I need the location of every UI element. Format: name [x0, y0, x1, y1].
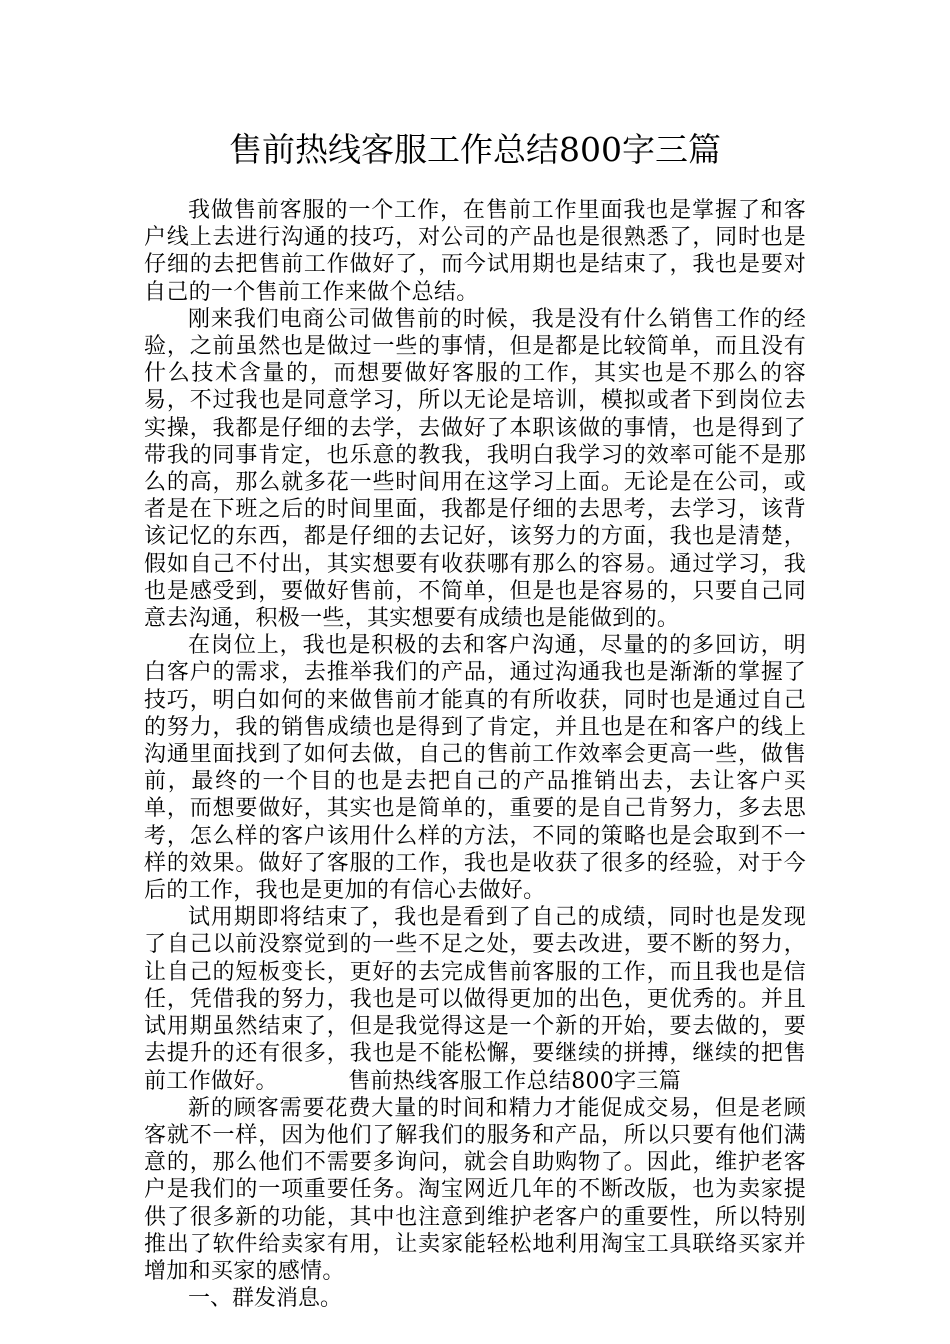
document-body: [144, 197, 806, 1312]
paragraph-2: 刚来我们电商公司做售前的时候，我是没有什么销售工作的经验，之前虽然也是做过一些的事情，但是都是比较简单，而且没有什么技术含量的，而想要做好客服的工作，其实也是不那么的容易，不过我也是同意学习，所以无论是培训，模拟或者下到岗位去实操，我都是仔细的去学，去做好了本职该做的事情，也是得到了带我的同事肯定，也乐意的教我，我明白我学习的效率可能不是那么的高，那么就多花一些时间用在这学习上面。无论是在公司，或者是在下班之后的时间里面，我都是仔细的去思考，去学习，该背该记忆的东西，都是仔细的去记好，该努力的方面，我也是清楚，假如自己不付出，其实想要有收获哪有那么的容易。通过学习，我也是感受到，要做好售前，不简单，但是也是容易的，只要自己同意去沟通，积极一些，其实想要有成绩也是能做到的。: [144, 306, 806, 632]
paragraph-1: 我做售前客服的一个工作，在售前工作里面我也是掌握了和客户线上去进行沟通的技巧，对公司的产品也是很熟悉了，同时也是仔细的去把售前工作做好了，而今试用期也是结束了，我也是要对自己的一个售前工作来做个总结。: [144, 198, 806, 305]
document-title: 售前热线客服工作总结800字三篇: [229, 130, 721, 169]
paragraph-4: [144, 904, 806, 1094]
paragraph-4-text: 试用期即将结束了，我也是看到了自己的成绩，同时也是发现了自己以前没察觉到的一些不足之处，要去改进，要不断的努力，让自己的短板变长，更好的去完成售前客服的工作，而且我也是信任，凭借我的努力，我也是可以做得更加的出色，更优秀的。并且试用期虽然结束了，但是我觉得这是一个新的开始，要去做的，要去提升的还有很多，我也是不能松懈，要继续的拼搏，继续的把售前工作做好。: [144, 905, 806, 1094]
inline-repeated-title: 售前热线客服工作总结800字三篇: [348, 1068, 681, 1094]
section-heading: 一、群发消息。: [188, 1286, 343, 1312]
paragraph-5: 新的顾客需要花费大量的时间和精力才能促成交易，但是老顾客就不一样，因为他们了解我们的服务和产品，所以只要有他们满意的，那么他们不需要多询问，就会自助购物了。因此，维护老客户是我们的一项重要任务。淘宝网近几年的不断改版，也为卖家提供了很多新的功能，其中也注意到维护老客户的重要性，所以特别推出了软件给卖家有用，让卖家能轻松地利用淘宝工具联络买家并增加和买家的感情。: [144, 1095, 806, 1284]
paragraph-3: 在岗位上，我也是积极的去和客户沟通，尽量的的多回访，明白客户的需求，去推举我们的产品，通过沟通我也是渐渐的掌握了技巧，明白如何的来做售前才能真的有所收获，同时也是通过自己的努力，我的销售成绩也是得到了肯定，并且也是在和客户的线上沟通里面找到了如何去做，自己的售前工作效率会更高一些，做售前，最终的一个目的也是去把自己的产品推销出去，去让客户买单，而想要做好，其实也是简单的，重要的是自己肯努力，多去思考，怎么样的客户该用什么样的方法，不同的策略也是会取到不一样的效果。做好了客服的工作，我也是收获了很多的经验，对于今后的工作，我也是更加的有信心去做好。: [144, 633, 806, 904]
